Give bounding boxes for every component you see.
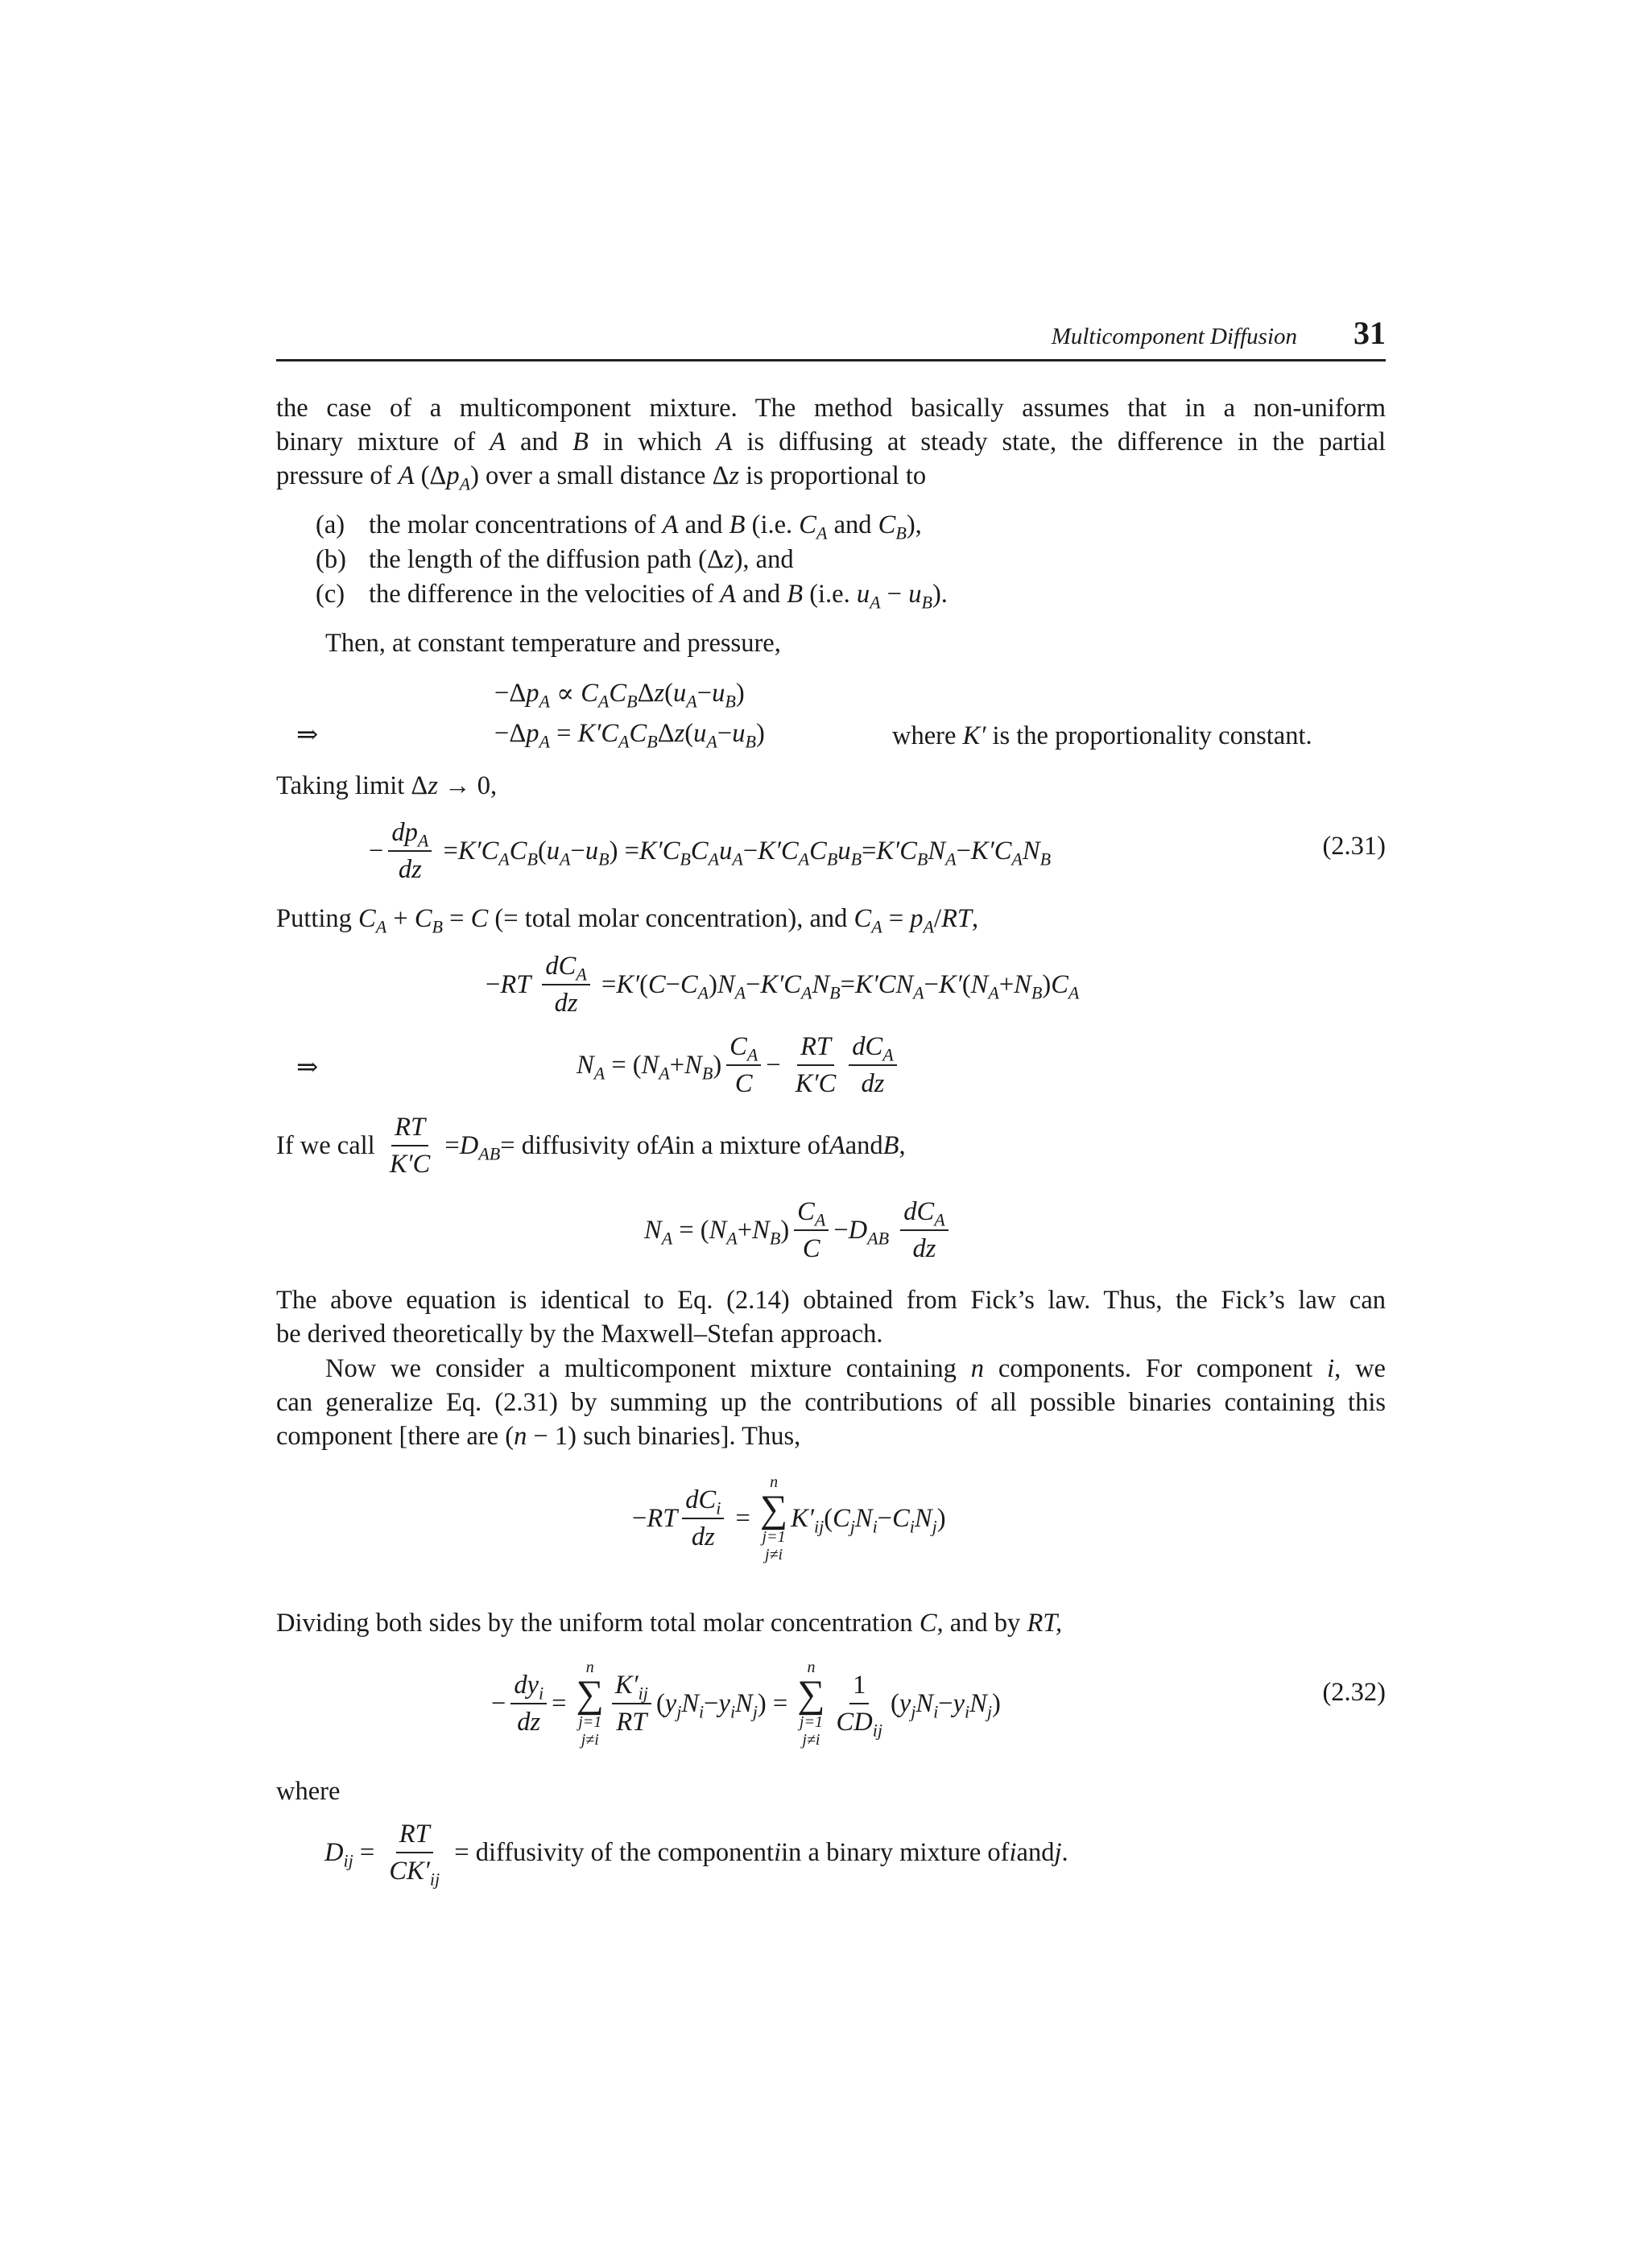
equation-sum: − RT $\frac{dC_i}{dz}$ = n ∑ j=1 j≠i $K'_{ij}$ ( $C_jN_i$ − $C_iN_j$ ) xyxy=(632,1473,946,1564)
equation-2-31: − $\frac{dp_A}{dz}$ = $K'C_AC_B$ ( $u_A$ − $u_B$ ) = $K'C_BC_Au_A$ − $K'C_AC_Bu_B$ = $K'C_BN_A$ − $K'C_AN_B$ xyxy=(369,818,1052,884)
equation-number-2-32: (2.32) xyxy=(1322,1678,1386,1707)
multi-line-2: can generalize Eq. (2.31) by summing up the contributions of all possible binaries containing this xyxy=(276,1388,1386,1417)
multi-line-3: component [there are (n − 1) such binaries]. Thus, xyxy=(276,1422,801,1451)
where-k-note: where K′ is the proportionality constant. xyxy=(892,721,1312,750)
equation-na: $N_A$ = ( $N_A$ + $N_B$ ) $\frac{C_A}{C}$ − $\frac{RT}{K'C}$ $\frac{dC_A}{dz}$ xyxy=(577,1031,902,1100)
equation-proportional: −Δ $p_A$ ∝ $C_AC_B$ Δ z ( $u_A$ − $u_B$ ) xyxy=(494,679,745,712)
equation-number-2-31: (2.31) xyxy=(1322,832,1386,861)
intro-line-3: pressure of A $(\Delta p_A)$ over a small distance Δz is proportional to xyxy=(276,461,927,494)
dividing-line: Dividing both sides by the uniform total molar concentration C, and by RT, xyxy=(276,1609,1063,1638)
equation-proportional-constant: −Δ $p_A$ = $K'C_AC_B$ Δ z ( $u_A$ − $u_B$ ) xyxy=(494,719,765,752)
intro-paragraph xyxy=(276,391,1386,493)
equation-na-dab: $N_A$ = ( $N_A$ + $N_B$ ) $\frac{C_A}{C}$ − $D_{AB}$ $\frac{dC_A}{dz}$ xyxy=(644,1196,953,1265)
fick-line-2: be derived theoretically by the Maxwell–Stefan approach. xyxy=(276,1320,883,1349)
list-item: (c) the difference in the velocities of A and B (i.e. $u_A - u_B$). xyxy=(316,580,948,613)
running-title: Multicomponent Diffusion xyxy=(1051,324,1297,349)
header-rule xyxy=(276,359,1386,361)
summation-symbol: n ∑ j=1 j≠i xyxy=(576,1659,604,1749)
list-item: (b) the length of the diffusion path (Δz), and xyxy=(316,545,794,574)
equation-rt-dca: − RT $\frac{dC_A}{dz}$ = K′ ( C − $C_A$ ) $N_A$ − $K'C_AN_B$ = $K'CN_A$ − K′ ( $N_A$ + $N_B$ ) $C_A$ xyxy=(486,952,1080,1018)
summation-symbol: n ∑ j=1 j≠i xyxy=(797,1659,825,1749)
dab-definition: If we call $\frac{RT}{K'C}$ = $D_{AB}$ = diffusivity of A in a mixture of A and B , xyxy=(276,1113,906,1179)
fick-line-1: The above equation is identical to Eq. (2.14) obtained from Fick’s law. Thus, the Fick’s law can xyxy=(276,1286,1386,1315)
implies-arrow: ⇒ xyxy=(296,721,319,750)
multicomponent-paragraph xyxy=(276,1352,1386,1453)
where-word: where xyxy=(276,1777,341,1806)
dij-definition: $D_{ij}$ = $\frac{RT}{CK'_{ij}}$ = diffusivity of the component i in a binary mixture of i and j . xyxy=(324,1820,1068,1890)
intro-line-2: binary mixture of A and B in which A is diffusing at steady state, the difference in the partial xyxy=(276,428,1386,456)
putting-line: Putting $C_A + C_B = C$ (= total molar concentration), and $C_A = p_A/RT$, xyxy=(276,904,979,937)
implies-arrow: ⇒ xyxy=(296,1053,319,1082)
running-header xyxy=(276,312,1386,361)
page-number: 31 xyxy=(1354,315,1386,351)
then-line: Then, at constant temperature and pressure, xyxy=(325,629,781,658)
intro-line-1: the case of a multicomponent mixture. The method basically assumes that in a non-uniform xyxy=(276,394,1386,423)
summation-symbol: n ∑ j=1 j≠i xyxy=(759,1473,788,1564)
fick-paragraph xyxy=(276,1283,1386,1351)
list-item: (a) the molar concentrations of A and B (i.e. $C_A$ and $C_B$), xyxy=(316,510,922,543)
equation-2-32: − $\frac{dy_i}{dz}$ = n ∑ j=1 j≠i $\frac{K'_{ij}}{RT}$ ( $y_jN_i$ − $y_iN_j$ ) = n ∑ j=1 j≠i $\frac{1}{CD_{ij}}$ ( $y_jN_i$ − $y_iN_j$ ) xyxy=(491,1659,1001,1749)
multi-line-1: Now we consider a multicomponent mixture containing n components. For component i, we xyxy=(325,1354,1386,1383)
taking-limit-line: Taking limit Δz → 0, xyxy=(276,771,498,800)
